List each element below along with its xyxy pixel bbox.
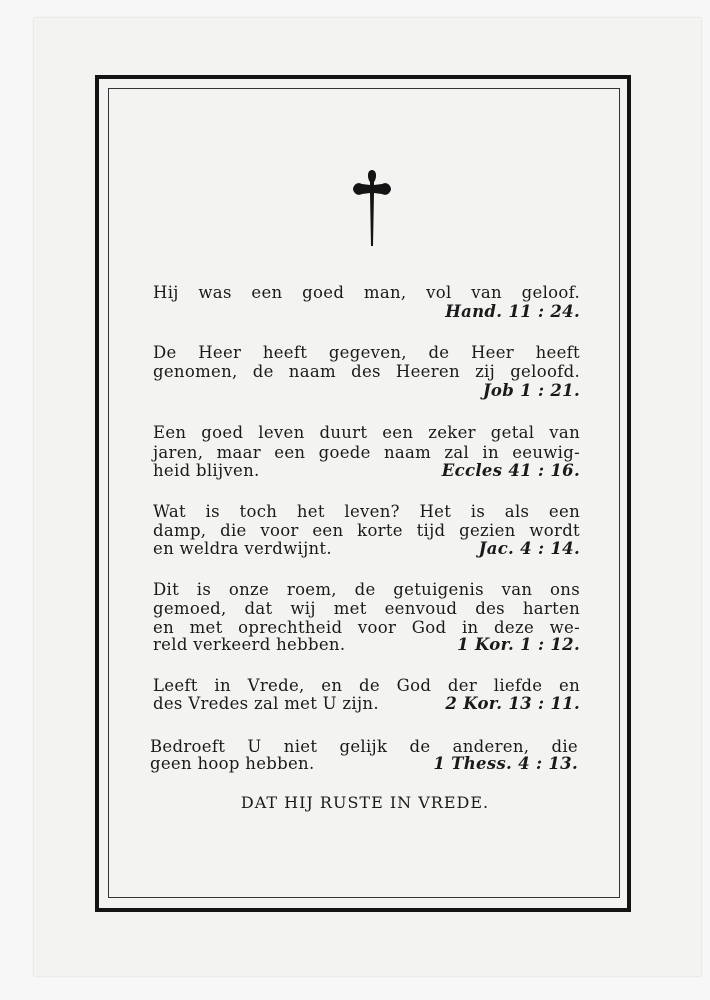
verse-6-text-end: des Vredes zal met U zijn. — [153, 694, 379, 713]
verse-4-reference: Jac. 4 : 14. — [478, 539, 580, 558]
verse-5-reference: 1 Kor. 1 : 12. — [457, 635, 580, 654]
verse-5-line-3: en met oprechtheid voor God in deze we- — [153, 618, 580, 637]
verse-5-line-2: gemoed, dat wij met eenvoud des harten — [153, 599, 580, 618]
verse-5-text-end: reld verkeerd hebben. — [153, 635, 346, 654]
verse-1-reference: Hand. 11 : 24. — [445, 302, 580, 321]
verse-2-reference: Job 1 : 21. — [482, 381, 580, 400]
verse-3-reference: Eccles 41 : 16. — [441, 461, 580, 480]
verse-3-line-1: Een goed leven duurt een zeker getal van — [153, 423, 580, 442]
closing-line: DAT HIJ RUSTE IN VREDE. — [240, 793, 490, 812]
verse-7-line-2 — [150, 754, 578, 774]
verse-4-line-3 — [153, 539, 580, 559]
verse-5-line-1: Dit is onze roem, de getuigenis van ons — [153, 580, 580, 599]
verse-4-text-end: en weldra verdwijnt. — [153, 539, 332, 558]
verse-3-line-2: jaren, maar een goede naam zal in eeuwig- — [153, 443, 580, 462]
verse-7-reference: 1 Thess. 4 : 13. — [433, 754, 578, 773]
verse-1-line-1: Hij was een goed man, vol van geloof. — [153, 283, 580, 302]
verse-3-line-3 — [153, 461, 580, 481]
verse-4-line-2: damp, die voor een korte tijd gezien wordt — [153, 521, 580, 540]
verse-6-line-2 — [153, 694, 580, 714]
verse-4-line-1: Wat is toch het leven? Het is als een — [153, 502, 580, 521]
verse-6-reference: 2 Kor. 13 : 11. — [445, 694, 580, 713]
cross-icon — [352, 168, 392, 248]
verse-6-line-1: Leeft in Vrede, en de God der liefde en — [153, 676, 580, 695]
verse-7-text-end: geen hoop hebben. — [150, 754, 315, 773]
verse-7-line-1: Bedroeft U niet gelijk de anderen, die — [150, 737, 578, 756]
verse-5-line-4 — [153, 635, 580, 655]
verse-2-line-1: De Heer heeft gegeven, de Heer heeft — [153, 343, 580, 362]
verse-2-line-2: genomen, de naam des Heeren zij geloofd. — [153, 362, 580, 381]
verse-3-text-end: heid blijven. — [153, 461, 260, 480]
